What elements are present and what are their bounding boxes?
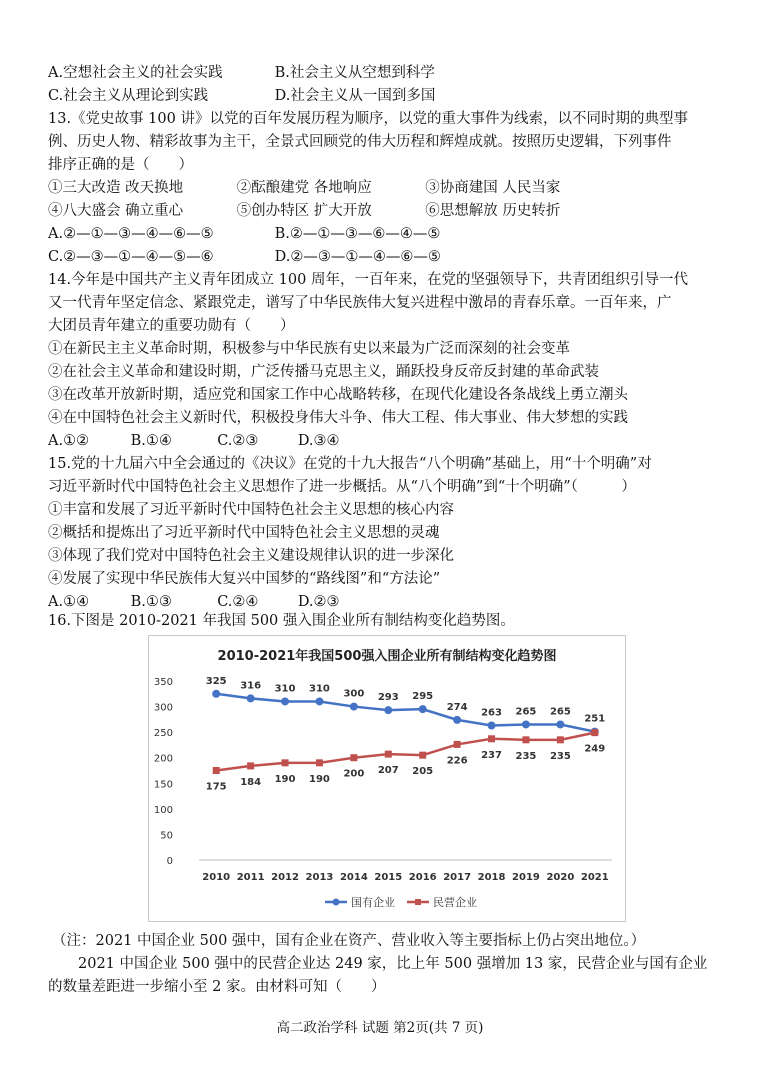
- q12-option-a: A.空想社会主义的社会实践: [48, 65, 223, 81]
- data-label: 295: [412, 691, 434, 703]
- q13-stem-line1: 13.《党史故事 100 讲》以党的百年发展历程为顺序，以党的重大事件为线索，以不同时期的典型事: [48, 111, 688, 127]
- q12-option-c: C.社会主义从理论到实践: [48, 88, 209, 104]
- data-point: [557, 736, 564, 743]
- ownership-trend-chart: [148, 635, 626, 922]
- data-label: 293: [377, 692, 399, 704]
- q16-paragraph-line2: 的数量差距进一步缩小至 2 家。由材料可知（ ）: [48, 979, 386, 995]
- q13-item-4: ④八大盛会 确立重心: [48, 203, 184, 219]
- x-tick-label: 2013: [305, 872, 334, 883]
- data-label: 249: [584, 743, 606, 755]
- data-point: [453, 716, 461, 724]
- q12-options-row2: [48, 86, 435, 106]
- data-label: 207: [377, 765, 399, 777]
- data-point: [384, 706, 392, 714]
- data-point: [350, 703, 358, 711]
- q14-item-1: ①在新民主主义革命时期，积极参与中华民族有史以来最为广泛而深刻的社会变革: [48, 341, 570, 357]
- q14-stem-line2: 又一代青年坚定信念、紧跟党走，谱写了中华民族伟大复兴进程中激昂的青春乐章。一百年来，广: [48, 295, 672, 311]
- q13-option-a: A.②—①—③—④—⑥—⑤: [48, 226, 214, 242]
- data-point: [454, 741, 461, 748]
- legend-label: 国有企业: [351, 896, 395, 909]
- chart-title: 2010-2021年我国500强入围企业所有制结构变化趋势图: [217, 649, 557, 664]
- data-point: [591, 729, 598, 736]
- q14-item-2: ②在社会主义革命和建设时期，广泛传播马克思主义，踊跃投身反帝反封建的革命武装: [48, 364, 599, 380]
- legend-marker: [415, 899, 421, 905]
- q16-paragraph-line1: 2021 中国企业 500 强中的民营企业达 249 家，比上年 500 强增加 13 家，民营企业与国有企业: [78, 956, 708, 972]
- q14-option-c: C.②③: [217, 433, 259, 449]
- chart-svg: [149, 636, 625, 921]
- data-label: 251: [584, 713, 606, 725]
- q13-stem-line3: 排序正确的是（ ）: [48, 157, 193, 173]
- data-label: 310: [309, 683, 330, 695]
- data-label: 300: [343, 688, 365, 700]
- x-tick-label: 2012: [271, 872, 299, 883]
- data-label: 274: [446, 701, 468, 713]
- q12-option-d: D.社会主义从一国到多国: [274, 88, 436, 104]
- x-tick-label: 2017: [443, 872, 472, 883]
- data-label: 190: [274, 773, 296, 785]
- q15-item-2: ②概括和提炼出了习近平新时代中国特色社会主义思想的灵魂: [48, 525, 440, 541]
- data-point: [315, 697, 323, 705]
- y-tick-label: 150: [153, 779, 173, 791]
- page-footer: 高二政治学科 试题 第2页(共 7 页): [276, 1020, 484, 1036]
- data-label: 316: [240, 680, 262, 692]
- data-point: [522, 720, 530, 728]
- series-line-1: [216, 694, 595, 732]
- q14-item-3: ③在改革开放新时期，适应党和国家工作中心战略转移，在现代化建设各条战线上勇立潮头: [48, 387, 628, 403]
- data-point: [247, 762, 254, 769]
- x-tick-label: 2015: [374, 872, 403, 883]
- q15-options: [48, 592, 340, 612]
- q13-item-3: ③协商建国 人民当家: [425, 180, 561, 196]
- y-tick-label: 100: [153, 804, 173, 816]
- data-label: 190: [309, 773, 330, 785]
- data-point: [385, 751, 392, 758]
- q15-item-3: ③体现了我们党对中国特色社会主义建设规律认识的进一步深化: [48, 548, 454, 564]
- legend-marker: [333, 899, 340, 906]
- x-tick-label: 2016: [408, 872, 437, 883]
- data-point: [213, 767, 220, 774]
- q15-item-4: ④发展了实现中华民族伟大复兴中国梦的“路线图”和“方法论”: [48, 571, 441, 587]
- data-point: [316, 759, 323, 766]
- x-tick-label: 2014: [339, 872, 368, 883]
- data-label: 235: [549, 750, 571, 762]
- data-label: 265: [515, 706, 537, 718]
- q14-options: [48, 431, 340, 451]
- q13-stem-line2: 例、历史人物、精彩故事为主干，全景式回顾党的伟大历程和辉煌成就。按照历史逻辑，下列事件: [48, 134, 672, 150]
- data-point: [488, 735, 495, 742]
- data-label: 263: [481, 707, 502, 719]
- data-point: [419, 705, 427, 713]
- q12-options-row1: [48, 63, 435, 83]
- q12-option-b: B.社会主义从空想到科学: [274, 65, 435, 81]
- q13-item-6: ⑥思想解放 历史转折: [425, 203, 561, 219]
- q13-option-d: D.②—③—①—④—⑥—⑤: [274, 249, 441, 265]
- x-tick-label: 2011: [236, 872, 265, 883]
- q14-option-b: B.①④: [130, 433, 172, 449]
- data-label: 310: [274, 683, 296, 695]
- data-point: [282, 759, 289, 766]
- q14-stem-line1: 14.今年是中国共产主义青年团成立 100 周年，一百年来，在党的坚强领导下，共青团组织引导一代: [48, 272, 688, 288]
- q15-item-1: ①丰富和发展了习近平新时代中国特色社会主义思想的核心内容: [48, 502, 454, 518]
- y-tick-label: 200: [153, 753, 173, 765]
- x-tick-label: 2010: [202, 872, 231, 883]
- data-label: 265: [549, 706, 571, 718]
- y-tick-label: 250: [153, 728, 173, 740]
- data-point: [247, 694, 255, 702]
- q15-option-c: C.②④: [217, 594, 259, 610]
- q13-item-2: ②酝酿建党 各地响应: [236, 180, 372, 196]
- x-tick-label: 2019: [512, 872, 540, 883]
- data-point: [522, 736, 529, 743]
- y-tick-label: 50: [160, 830, 173, 842]
- data-label: 175: [205, 781, 227, 793]
- q14-option-d: D.③④: [297, 433, 340, 449]
- y-tick-label: 300: [153, 702, 173, 714]
- q13-options-row2: [48, 247, 441, 267]
- q13-options-row1: [48, 224, 440, 244]
- legend-label: 民营企业: [433, 896, 477, 909]
- q13-items-row2: [48, 201, 560, 221]
- q15-option-a: A.①④: [48, 594, 90, 610]
- data-point: [350, 754, 357, 761]
- q13-option-b: B.②—①—③—⑥—④—⑤: [274, 226, 441, 242]
- x-tick-label: 2018: [477, 872, 506, 883]
- data-label: 325: [205, 675, 227, 687]
- q13-item-1: ①三大改造 改天换地: [48, 180, 184, 196]
- data-point: [419, 752, 426, 759]
- q14-item-4: ④在中国特色社会主义新时代，积极投身伟大斗争、伟大工程、伟大事业、伟大梦想的实践: [48, 410, 628, 426]
- y-tick-label: 0: [166, 856, 173, 867]
- q15-option-d: D.②③: [297, 594, 340, 610]
- data-label: 226: [446, 755, 468, 767]
- q15-stem-line2: 习近平新时代中国特色社会主义思想作了进一步概括。从“八个明确”到“十个明确”（ ）: [48, 479, 636, 495]
- x-tick-label: 2021: [580, 872, 609, 883]
- data-label: 205: [412, 766, 434, 778]
- data-label: 184: [240, 776, 262, 788]
- data-point: [488, 721, 496, 729]
- data-point: [212, 690, 220, 698]
- q16-note: （注：2021 中国企业 500 强中，国有企业在资产、营业收入等主要指标上仍占突出地位。）: [52, 933, 646, 949]
- q15-option-b: B.①③: [130, 594, 172, 610]
- q13-item-5: ⑤创办特区 扩大开放: [236, 203, 372, 219]
- data-label: 200: [343, 768, 365, 780]
- q14-stem-line3: 大团员青年建立的重要功勋有（ ）: [48, 318, 295, 334]
- x-tick-label: 2020: [546, 872, 575, 883]
- q15-stem-line1: 15.党的十九届六中全会通过的《决议》在党的十九大报告“八个明确”基础上，用“十个明确”对: [48, 456, 652, 472]
- q13-items-row1: [48, 178, 560, 198]
- data-label: 235: [515, 750, 537, 762]
- q16-stem: 16.下图是 2010-2021 年我国 500 强入围企业所有制结构变化趋势图。: [48, 613, 515, 629]
- q14-option-a: A.①②: [48, 433, 90, 449]
- series-line-2: [216, 733, 595, 771]
- data-point: [556, 720, 564, 728]
- q13-option-c: C.②—③—①—④—⑤—⑥: [48, 249, 214, 265]
- y-tick-label: 350: [153, 677, 173, 688]
- data-point: [281, 697, 289, 705]
- data-label: 237: [481, 749, 502, 761]
